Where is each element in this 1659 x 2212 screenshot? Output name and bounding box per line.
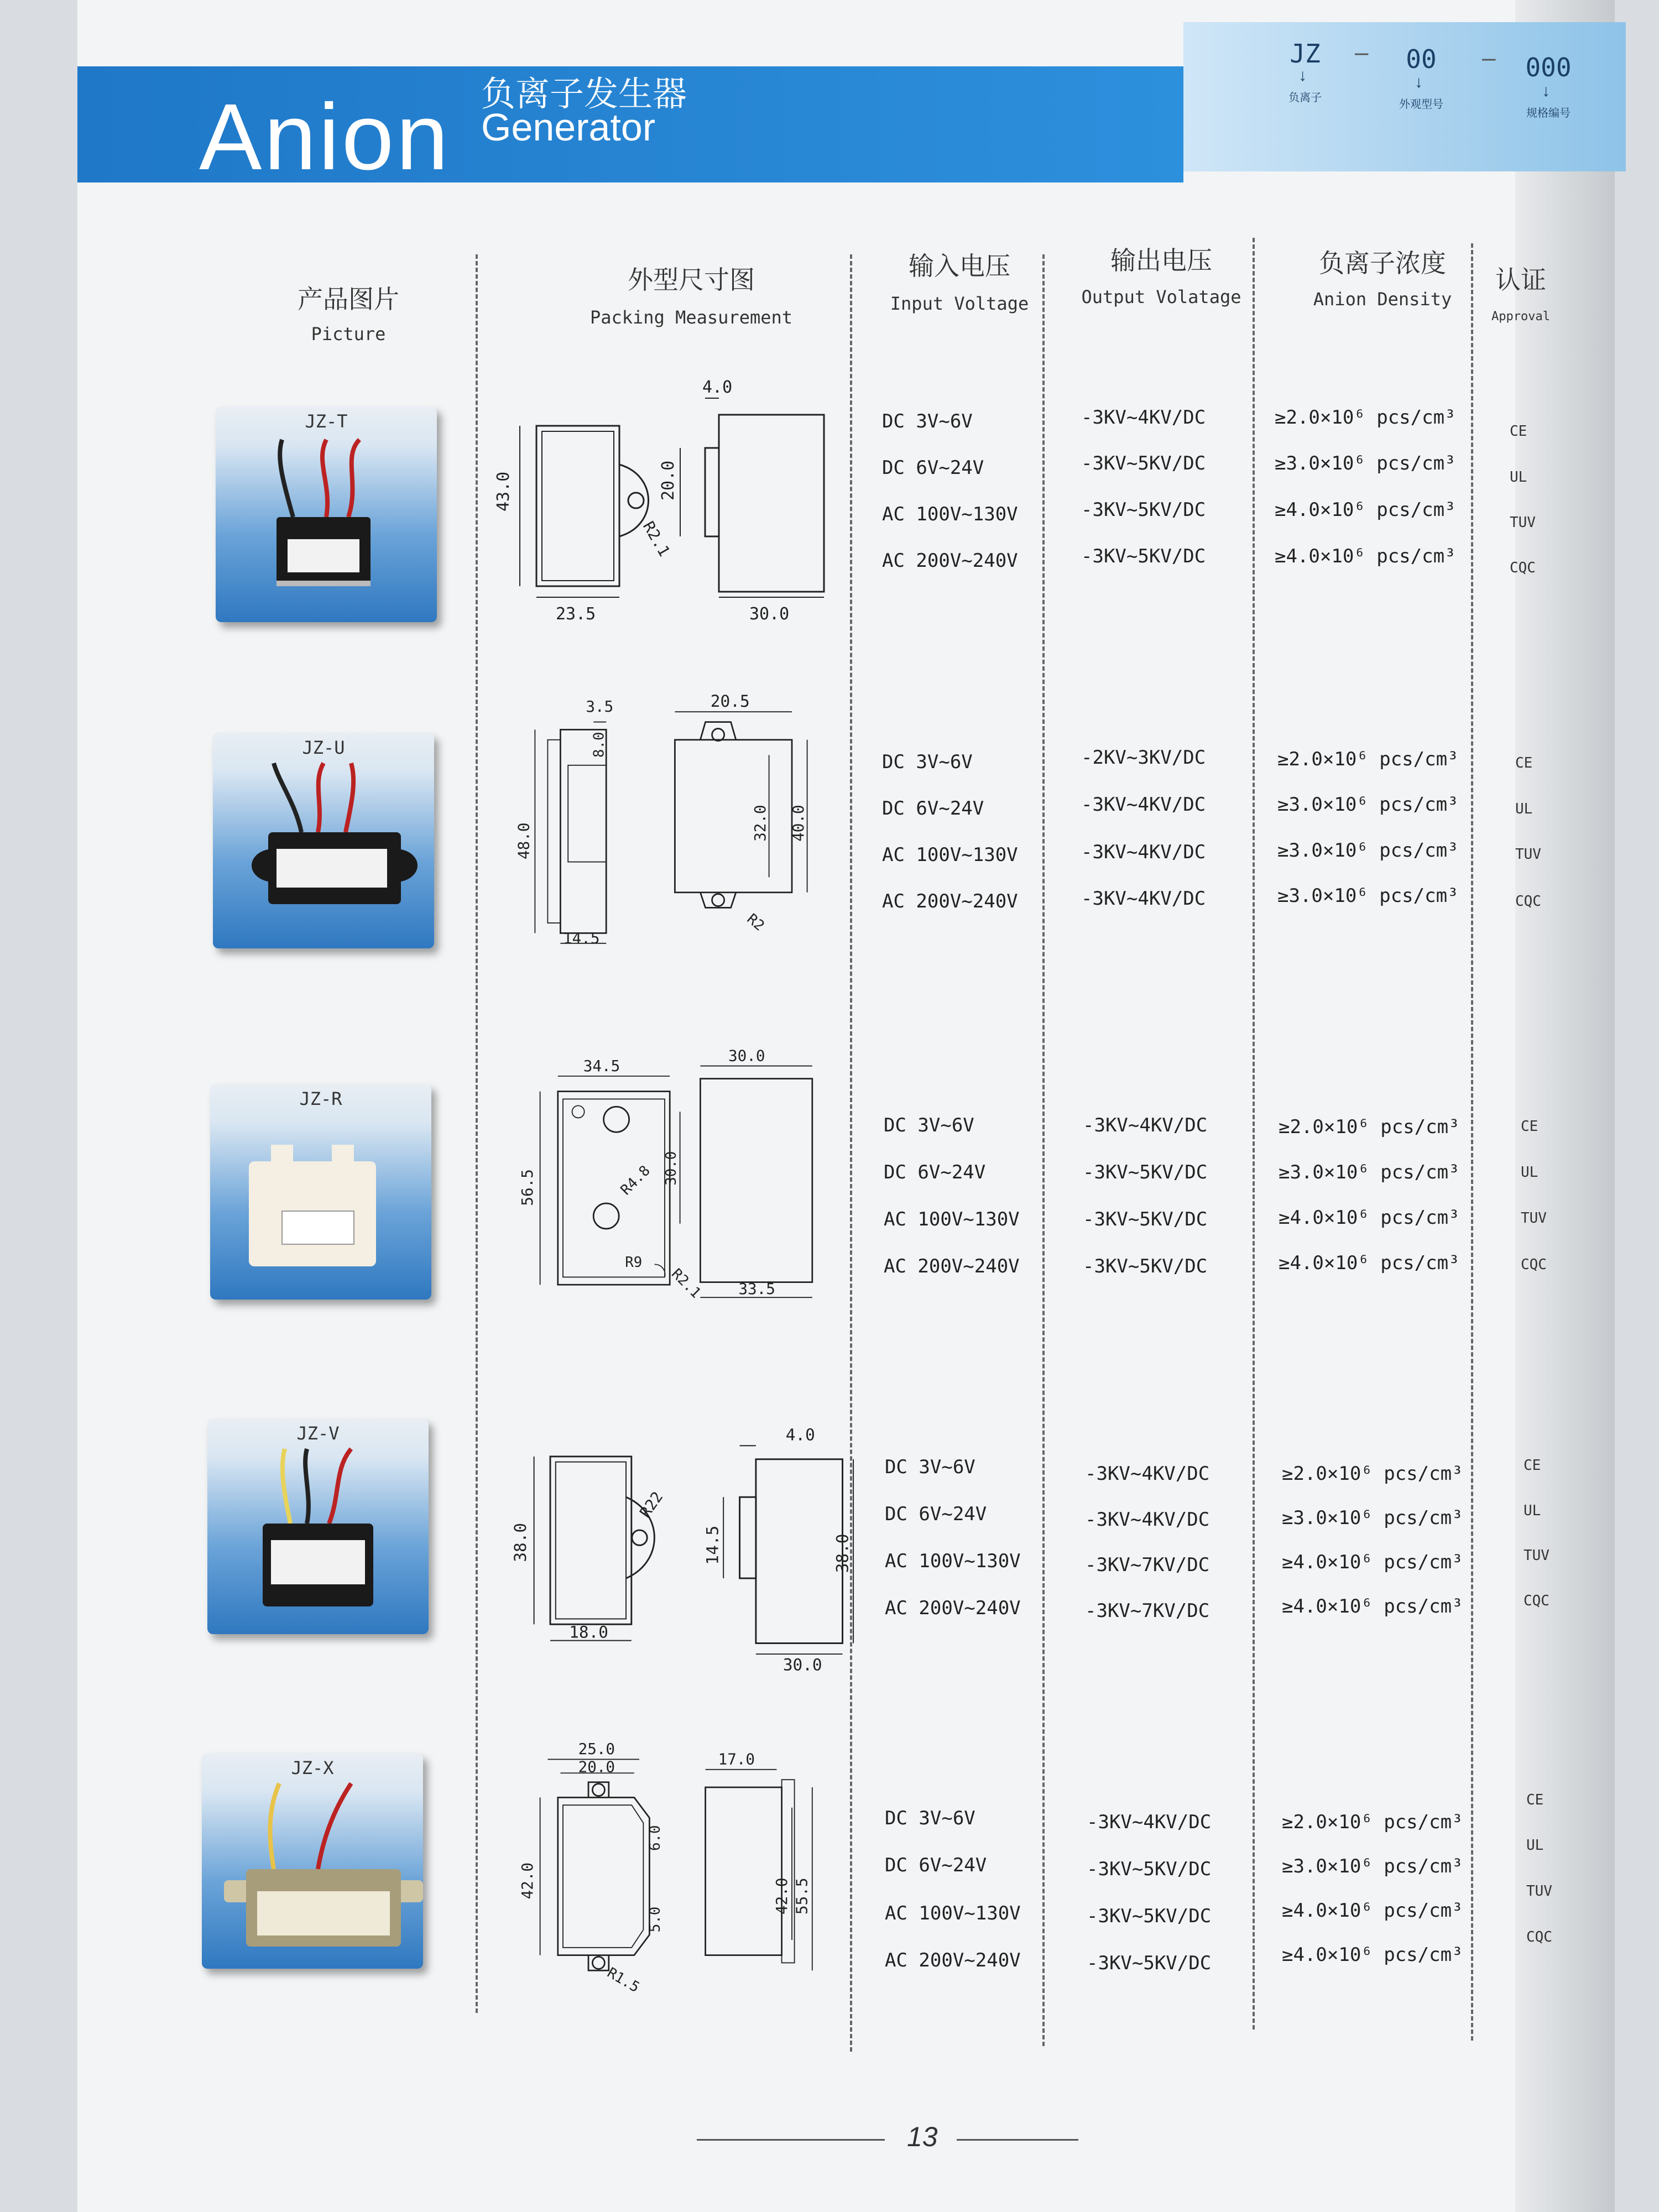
- code-dash: –: [1482, 44, 1496, 71]
- output-voltage: -3KV~4KV/DC: [1087, 1811, 1212, 1833]
- input-voltage: DC 6V~24V: [882, 797, 984, 820]
- dim-label: 42.0: [772, 1877, 791, 1914]
- arrow-down-icon: ↓: [1298, 66, 1307, 85]
- anion-density: ≥3.0×10⁶ pcs/cm³: [1275, 452, 1456, 474]
- input-voltage: DC 3V~6V: [882, 410, 973, 432]
- col-measurement-cn: 外型尺寸图: [628, 265, 755, 295]
- output-voltage: -3KV~4KV/DC: [1083, 1114, 1208, 1136]
- code-dash: –: [1355, 39, 1369, 66]
- input-voltage: DC 6V~24V: [885, 1854, 987, 1876]
- output-voltage: -3KV~7KV/DC: [1085, 1554, 1210, 1576]
- column-divider: [476, 254, 478, 2013]
- dim-label: 20.0: [578, 1757, 615, 1776]
- dim-label: R4.8: [617, 1162, 654, 1199]
- input-voltage: AC 100V~130V: [885, 1902, 1021, 1924]
- arrow-down-icon: ↓: [1415, 73, 1423, 91]
- page-number: 13: [907, 2121, 938, 2152]
- input-voltage: DC 3V~6V: [882, 751, 973, 773]
- approval-mark: TUV: [1526, 1883, 1552, 1900]
- anion-density: ≥3.0×10⁶ pcs/cm³: [1277, 885, 1459, 907]
- page-number-rule: [957, 2139, 1078, 2141]
- dim-label: 20.0: [659, 460, 678, 500]
- product-model-label: JZ-X: [291, 1757, 334, 1778]
- approval-mark: CE: [1526, 1792, 1544, 1808]
- dim-label: R22: [637, 1489, 667, 1521]
- output-voltage: -3KV~4KV/DC: [1081, 841, 1206, 863]
- output-voltage: -3KV~4KV/DC: [1081, 406, 1206, 429]
- anion-density: ≥3.0×10⁶ pcs/cm³: [1282, 1507, 1463, 1529]
- approval-mark: CQC: [1515, 893, 1541, 910]
- approval-mark: CQC: [1526, 1929, 1552, 1945]
- dim-label: R2.1: [668, 1265, 705, 1302]
- input-voltage: AC 200V~240V: [882, 890, 1018, 912]
- approval-mark: CE: [1524, 1457, 1541, 1474]
- col-measurement-en: Packing Measurement: [589, 307, 793, 328]
- output-voltage: -3KV~5KV/DC: [1081, 452, 1206, 474]
- dim-label: 30.0: [728, 1046, 765, 1065]
- dim-label: 30.0: [663, 1151, 680, 1186]
- dim-label: R2.1: [639, 518, 674, 560]
- output-voltage: -3KV~5KV/DC: [1087, 1905, 1212, 1927]
- dim-label: 23.5: [556, 604, 596, 624]
- code-shape: 00: [1406, 44, 1437, 74]
- product-model-label: JZ-R: [299, 1088, 342, 1109]
- approval-mark: CQC: [1521, 1256, 1547, 1273]
- anion-density: ≥4.0×10⁶ pcs/cm³: [1282, 1944, 1463, 1966]
- anion-module-image: [207, 1446, 429, 1634]
- approval-mark: UL: [1510, 469, 1527, 486]
- input-voltage: AC 100V~130V: [885, 1550, 1021, 1572]
- output-voltage: -3KV~5KV/DC: [1087, 1952, 1212, 1974]
- dim-label: 38.0: [510, 1522, 530, 1562]
- dim-label: 56.5: [518, 1169, 536, 1206]
- page-edge-shadow: [1515, 0, 1615, 2212]
- approval-mark: UL: [1521, 1164, 1538, 1181]
- dim-label: 17.0: [718, 1750, 755, 1768]
- anion-density: ≥3.0×10⁶ pcs/cm³: [1282, 1855, 1463, 1877]
- dim-label: 8.0: [591, 732, 608, 758]
- col-approval-en: Approval: [1491, 310, 1550, 324]
- dim-label: 4.0: [785, 1425, 815, 1444]
- approval-mark: CE: [1515, 755, 1533, 771]
- anion-density: ≥4.0×10⁶ pcs/cm³: [1282, 1551, 1463, 1573]
- anion-density: ≥4.0×10⁶ pcs/cm³: [1282, 1900, 1463, 1922]
- arrow-down-icon: ↓: [1542, 82, 1550, 100]
- col-picture-cn: 产品图片: [298, 284, 399, 314]
- product-model-label: JZ-T: [305, 411, 348, 432]
- approval-mark: CE: [1510, 423, 1527, 440]
- approval-mark: CQC: [1524, 1593, 1550, 1609]
- code-spec: 000: [1525, 53, 1572, 82]
- banner-subtitle: Generator: [481, 106, 656, 149]
- input-voltage: AC 100V~130V: [882, 844, 1018, 866]
- page-number-rule: [697, 2139, 885, 2141]
- approval-mark: UL: [1524, 1503, 1541, 1519]
- dim-label: 34.5: [583, 1056, 620, 1075]
- anion-density: ≥2.0×10⁶ pcs/cm³: [1282, 1811, 1463, 1833]
- code-spec-sub: 规格编号: [1526, 107, 1571, 119]
- anion-density: ≥2.0×10⁶ pcs/cm³: [1275, 406, 1456, 429]
- dimension-drawing-jz-x: [498, 1736, 857, 1996]
- dim-label: 48.0: [514, 822, 533, 859]
- product-photo-jz-v: [207, 1418, 429, 1634]
- dim-label: 5.0: [646, 1906, 664, 1933]
- dimension-drawing-jz-r: [498, 1046, 857, 1305]
- dim-label: 43.0: [494, 471, 513, 512]
- dim-label: 33.5: [738, 1279, 775, 1298]
- column-divider: [1471, 243, 1473, 2041]
- input-voltage: AC 100V~130V: [884, 1208, 1020, 1230]
- output-voltage: -3KV~4KV/DC: [1085, 1509, 1210, 1531]
- approval-mark: TUV: [1524, 1547, 1550, 1564]
- col-input-cn: 输入电压: [909, 251, 1010, 281]
- dim-label: 30.0: [782, 1655, 822, 1674]
- input-voltage: DC 6V~24V: [885, 1503, 987, 1525]
- dim-label: 18.0: [569, 1623, 608, 1642]
- dim-label: 40.0: [789, 805, 808, 842]
- output-voltage: -2KV~3KV/DC: [1081, 747, 1206, 769]
- input-voltage: AC 200V~240V: [885, 1597, 1021, 1619]
- input-voltage: DC 3V~6V: [885, 1807, 975, 1829]
- dim-label: 4.0: [702, 378, 733, 397]
- col-density-en: Anion Density: [1313, 289, 1452, 310]
- code-prefix-sub: 负离子: [1288, 92, 1322, 104]
- input-voltage: DC 3V~6V: [884, 1114, 974, 1136]
- anion-density: ≥4.0×10⁶ pcs/cm³: [1275, 499, 1456, 521]
- anion-density: ≥2.0×10⁶ pcs/cm³: [1277, 748, 1459, 770]
- output-voltage: -3KV~7KV/DC: [1085, 1600, 1210, 1622]
- banner-title-cn: 负离子发生器: [481, 74, 687, 114]
- output-voltage: -3KV~5KV/DC: [1083, 1161, 1208, 1183]
- anion-module-image: [216, 434, 437, 622]
- output-voltage: -3KV~5KV/DC: [1081, 499, 1206, 521]
- output-voltage: -3KV~5KV/DC: [1083, 1208, 1208, 1230]
- dim-label: 42.0: [518, 1862, 536, 1900]
- approval-mark: CQC: [1510, 560, 1536, 576]
- col-output-en: Output Volatage: [1081, 286, 1241, 307]
- dim-label: R9: [625, 1254, 643, 1271]
- anion-module-image: [202, 1781, 423, 1969]
- product-photo-jz-x: [202, 1753, 423, 1969]
- output-voltage: -3KV~4KV/DC: [1085, 1463, 1210, 1485]
- output-voltage: -3KV~5KV/DC: [1083, 1255, 1208, 1277]
- product-model-label: JZ-V: [296, 1423, 340, 1444]
- col-approval-cn: 认证: [1495, 265, 1546, 295]
- dim-label: 14.5: [703, 1525, 722, 1565]
- output-voltage: -3KV~4KV/DC: [1081, 888, 1206, 910]
- output-voltage: -3KV~5KV/DC: [1087, 1858, 1212, 1880]
- dim-label: 3.5: [586, 697, 614, 716]
- anion-module-image: [210, 1112, 431, 1300]
- approval-mark: TUV: [1521, 1210, 1547, 1227]
- product-model-label: JZ-U: [302, 737, 345, 758]
- anion-density: ≥2.0×10⁶ pcs/cm³: [1279, 1116, 1460, 1138]
- output-voltage: -3KV~4KV/DC: [1081, 794, 1206, 816]
- anion-density: ≥3.0×10⁶ pcs/cm³: [1279, 1161, 1460, 1183]
- dim-label: 55.5: [792, 1877, 811, 1914]
- dim-label: R2: [743, 910, 768, 935]
- input-voltage: AC 100V~130V: [882, 503, 1018, 525]
- code-prefix: JZ: [1290, 39, 1321, 69]
- column-divider: [1042, 254, 1045, 2046]
- input-voltage: DC 3V~6V: [885, 1456, 975, 1478]
- dim-label: 25.0: [578, 1740, 615, 1759]
- input-voltage: AC 200V~240V: [885, 1949, 1021, 1971]
- dimension-drawing-jz-v: [498, 1427, 857, 1681]
- dimension-drawing-jz-u: [498, 694, 857, 948]
- dim-label: R1.5: [604, 1964, 643, 1996]
- banner-title-en: Anion: [199, 85, 451, 190]
- product-photo-jz-r: [210, 1084, 431, 1300]
- col-picture-en: Picture: [311, 324, 386, 345]
- dim-label: 32.0: [751, 805, 770, 842]
- dim-label: 14.5: [563, 928, 600, 947]
- model-code-legend: [1183, 22, 1626, 171]
- input-voltage: DC 6V~24V: [882, 457, 984, 479]
- anion-density: ≥3.0×10⁶ pcs/cm³: [1277, 794, 1459, 816]
- anion-density: ≥4.0×10⁶ pcs/cm³: [1279, 1252, 1460, 1274]
- approval-mark: TUV: [1515, 846, 1541, 863]
- column-divider: [1253, 238, 1255, 2030]
- product-photo-jz-u: [213, 733, 434, 948]
- input-voltage: DC 6V~24V: [884, 1161, 986, 1183]
- dim-label: 6.0: [646, 1825, 664, 1851]
- dim-label: 38.0: [833, 1533, 852, 1573]
- dim-label: 20.5: [710, 692, 750, 711]
- anion-density: ≥3.0×10⁶ pcs/cm³: [1277, 839, 1459, 862]
- product-photo-jz-t: [216, 406, 437, 622]
- anion-density: ≥4.0×10⁶ pcs/cm³: [1275, 545, 1456, 567]
- anion-density: ≥4.0×10⁶ pcs/cm³: [1282, 1595, 1463, 1618]
- output-voltage: -3KV~5KV/DC: [1081, 545, 1206, 567]
- dim-label: 30.0: [749, 604, 790, 624]
- approval-mark: UL: [1526, 1837, 1544, 1854]
- input-voltage: AC 200V~240V: [882, 550, 1018, 572]
- code-shape-sub: 外观型号: [1399, 98, 1443, 111]
- anion-density: ≥4.0×10⁶ pcs/cm³: [1279, 1207, 1460, 1229]
- col-input-en: Input Voltage: [890, 293, 1029, 314]
- col-output-cn: 输出电压: [1110, 246, 1212, 275]
- col-density-cn: 负离子浓度: [1319, 248, 1446, 278]
- approval-mark: TUV: [1510, 514, 1536, 531]
- catalog-page: [77, 0, 1615, 2212]
- anion-module-image: [213, 760, 434, 948]
- anion-density: ≥2.0×10⁶ pcs/cm³: [1282, 1463, 1463, 1485]
- approval-mark: UL: [1515, 801, 1533, 817]
- approval-mark: CE: [1521, 1118, 1538, 1135]
- dimension-drawing-jz-t: [494, 376, 857, 630]
- input-voltage: AC 200V~240V: [884, 1255, 1020, 1277]
